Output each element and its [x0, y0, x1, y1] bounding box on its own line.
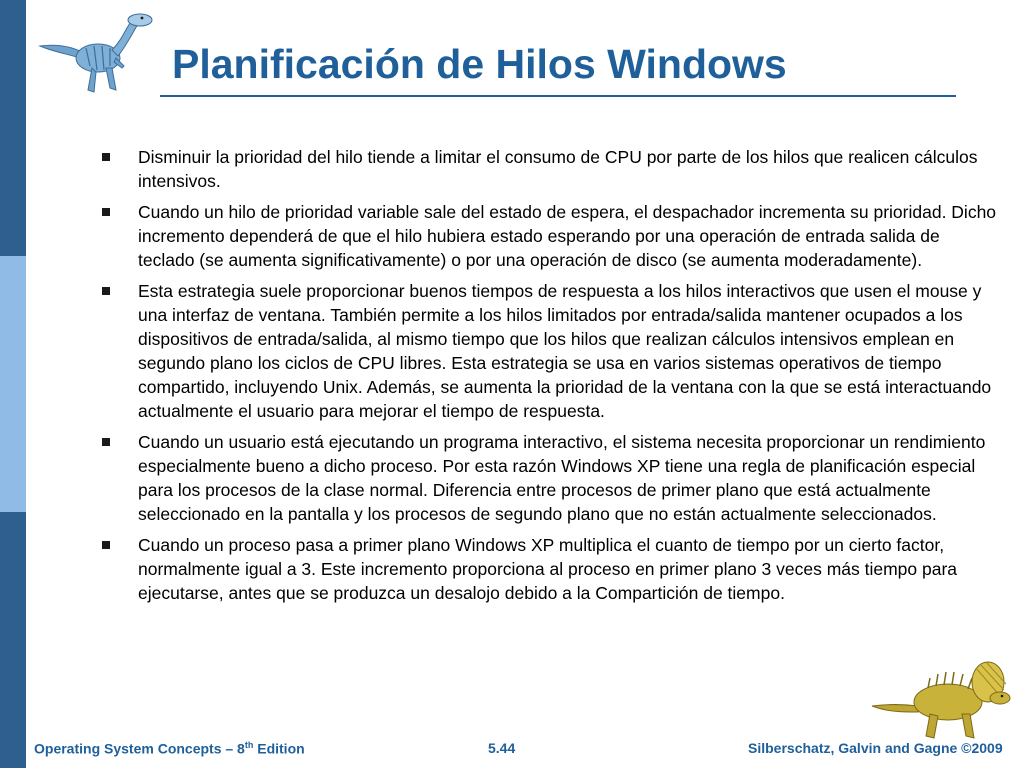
bullet-item — [100, 200, 1000, 272]
bullet-text: Disminuir la prioridad del hilo tiende a limitar el consumo de CPU por parte de los hilos que realicen cálculos intensivos. — [138, 147, 978, 191]
bullet-item — [100, 533, 1000, 605]
bullet-item — [100, 430, 1000, 526]
square-bullet-icon — [102, 287, 110, 295]
square-bullet-icon — [102, 153, 110, 161]
square-bullet-icon — [102, 438, 110, 446]
dinosaur-icon — [868, 654, 1018, 742]
dinosaur-icon — [36, 6, 160, 98]
bullet-item — [100, 279, 1000, 423]
footer-authors: Silberschatz, Galvin and Gagne ©2009 — [748, 740, 1003, 756]
title-divider — [160, 95, 956, 97]
square-bullet-icon — [102, 541, 110, 549]
footer-edition-superscript: th — [244, 740, 254, 750]
square-bullet-icon — [102, 208, 110, 216]
footer-edition-text: Edition — [253, 740, 305, 757]
sidebar-segment-top — [0, 0, 26, 256]
sidebar-segment-middle — [0, 256, 26, 512]
bullet-item — [100, 145, 1000, 193]
footer-book-title-text: Operating System Concepts – 8 — [34, 740, 245, 757]
slide-title: Planificación de Hilos Windows — [172, 41, 787, 87]
bullet-text: Cuando un proceso pasa a primer plano Windows XP multiplica el cuanto de tiempo por un cierto factor, normalmente igual a 3. Este incremento proporciona al proceso en primer plano 3 veces más tiempo para ejecutarse, antes que se produzca un desalojo debido a la Compartición de tiempo. — [138, 535, 958, 603]
sidebar-segment-bottom — [0, 512, 26, 768]
sidebar-accent — [0, 0, 26, 768]
bullet-text: Esta estrategia suele proporcionar buenos tiempos de respuesta a los hilos interactivos que usen el mouse y una interfaz de ventana. También permite a los hilos limitados por entrada/salida mantener ocupados a los dispositivos de entrada/salida, al mismo tiempo que los hilos que realizan cálculos intensivos emplean en segundo plano los ciclos de CPU libres. Esta estrategia se usa en varios sistemas operativos de tiempo compartido, incluyendo Unix. Además, se aumenta la prioridad de la ventana con la que se está interactuando actualmente el usuario para mejorar el tiempo de respuesta. — [138, 281, 992, 421]
footer-book-title — [34, 740, 305, 757]
bullet-list — [100, 145, 1000, 612]
bullet-text: Cuando un usuario está ejecutando un programa interactivo, el sistema necesita proporcionar un rendimiento especialmente bueno a dicho proceso. Por esta razón Windows XP tiene una regla de planificación especial para los procesos de la clase normal. Diferencia entre procesos de primer plano que está actualmente seleccionado en la pantalla y los procesos de segundo plano que no están actualmente seleccionados. — [138, 432, 986, 524]
page-number: 5.44 — [488, 740, 516, 756]
bullet-text: Cuando un hilo de prioridad variable sale del estado de espera, el despachador incrementa su prioridad. Dicho incremento dependerá de que el hilo hubiera estado esperando por una operación de entrada salida de teclado (se aumenta significativamente) o por una operación de disco (se aumenta moderadamente). — [138, 202, 997, 270]
